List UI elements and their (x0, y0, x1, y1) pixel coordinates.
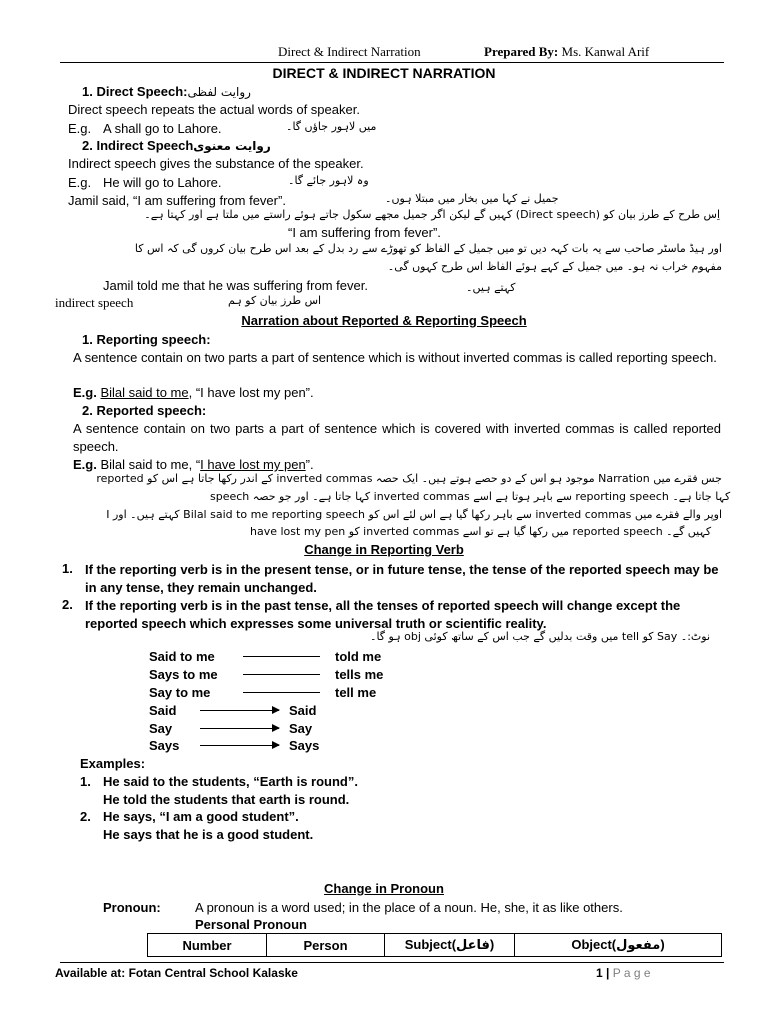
footer-available: Available at: Fotan Central School Kalaske (55, 966, 298, 980)
pair-from-said-to-me: Said to me (149, 649, 215, 664)
page-number: 1 (596, 966, 603, 980)
pronoun-label: Pronoun: (103, 900, 161, 915)
pair-to-said: Said (289, 703, 317, 718)
pair-line (243, 656, 320, 657)
pair-to-say: Say (289, 721, 313, 736)
direct-speech-definition: Direct speech repeats the actual words of speaker. (68, 102, 360, 117)
reporting-eg-underlined: Bilal said to me (100, 385, 189, 400)
reported-speech-heading: 2. Reported speech: (82, 403, 207, 418)
pair-from-said: Said (149, 703, 177, 718)
indirect-speech-heading (82, 138, 271, 153)
pair-from-say-to-me: Say to me (149, 685, 211, 700)
rule-1-text: If the reporting verb is in the present tense, or in future tense, the tense of the reported speech may be in any tense, they remain unchanged. (85, 562, 719, 595)
say-tell-note-urdu: نوٹ:۔ Say کو tell میں وقت بدلیں گے جب اس کے ساتھ کوئی obj ہو گا۔ (370, 630, 711, 643)
indirect-speech-definition: Indirect speech gives the substance of the speaker. (68, 156, 364, 171)
col-number: Number (148, 934, 267, 957)
rule-1-number: 1. (62, 561, 73, 576)
reporting-eg-label: E.g. (73, 385, 97, 400)
jamil-urdu-line-1: جمیل نے کہا میں بخار میں مبتلا ہوں۔ (385, 192, 559, 205)
reported-eg-label: E.g. (73, 457, 97, 472)
direct-speech-heading (82, 84, 251, 99)
jamil-indirect-sentence: Jamil told me that he was suffering from fever. (103, 278, 368, 293)
header-rule (60, 62, 724, 63)
change-pronoun-heading: Change in Pronoun (324, 881, 444, 896)
example-1-indirect: He told the students that earth is round. (103, 792, 350, 807)
reporting-speech-example (73, 385, 314, 400)
prepared-name: Ms. Kanwal Arif (558, 44, 650, 59)
jamil-urdu-line-3: اور ہیڈ ماسٹر صاحب سے یہ بات کہہ دیں تو میں جمیل کے الفاظ کو تھوڑے سے رد بدل کے بعد اس طرح بیان کروں گی کہ اس کا (134, 242, 722, 255)
rule-2-number: 2. (62, 597, 73, 612)
jamil-urdu-line-6: اس طرز بیان کو ہم (228, 294, 322, 307)
narration-heading: Narration about Reported & Reporting Speech (241, 313, 527, 328)
reporting-speech-heading: 1. Reporting speech: (82, 332, 211, 347)
reported-speech-definition: A sentence contain on two parts a part of sentence which is covered with inverted commas is called reported speech. (73, 421, 721, 454)
rule-2-text: If the reporting verb is in the past tense, all the tenses of reported speech will change except the reported speech which expresses some universal truth or scientific reality. (85, 598, 681, 631)
direct-speech-eg-label: E.g. (68, 121, 92, 136)
reported-eg-underlined: I have lost my pen (200, 457, 306, 472)
header-doc-title: Direct & Indirect Narration (278, 44, 421, 59)
pair-line (243, 674, 320, 675)
example-1-direct: He said to the students, “Earth is round”. (103, 774, 358, 789)
prepared-label: Prepared By: (484, 44, 559, 59)
reported-eg-a: Bilal said to me, “ (100, 457, 201, 472)
jamil-quote: “I am suffering from fever”. (288, 225, 441, 240)
pair-line (243, 692, 320, 693)
pronoun-table (147, 933, 722, 957)
pair-from-says-to-me: Says to me (149, 667, 218, 682)
pair-to-says: Says (289, 738, 320, 753)
jamil-direct-sentence: Jamil said, “I am suffering from fever”. (68, 193, 286, 208)
examples-label: Examples: (80, 756, 146, 771)
indirect-speech-example: He will go to Lahore. (103, 175, 222, 190)
indirect-speech-term: indirect speech (55, 295, 134, 310)
narration-urdu-line-2: speech کہا جاتا ہے۔ اور جو حصہ inverted commas سے باہر ہوتا ہے اسے reporting speech کہا جاتا ہے۔ (210, 490, 731, 503)
example-2-direct: He says, “I am a good student”. (103, 809, 299, 824)
pair-arrow-icon (200, 728, 279, 729)
col-person: Person (267, 934, 385, 957)
jamil-urdu-line-5: کہتے ہیں۔ (466, 281, 516, 294)
pronoun-definition: A pronoun is a word used; in the place of a noun. He, she, it as like others. (195, 900, 623, 915)
direct-speech-heading-text: 1. Direct Speech: (82, 84, 188, 99)
footer-page (596, 966, 651, 980)
pair-from-say: Say (149, 721, 173, 736)
pair-arrow-icon (200, 710, 279, 711)
narration-urdu-line-1: جس فقرے میں Narration موجود ہو اس کے دو حصے ہوتے ہیں۔ ایک حصہ inverted commas کے اندر رکھا جاتا ہے اس کو reported (96, 472, 722, 485)
table-header-row (148, 934, 722, 957)
direct-speech-example: A shall go to Lahore. (103, 121, 222, 136)
indirect-speech-eg-label: E.g. (68, 175, 92, 190)
example-1-number: 1. (80, 774, 91, 789)
page-separator: | (602, 966, 613, 980)
reporting-speech-definition: A sentence contain on two parts a part of sentence which is without inverted commas is called reporting speech. (73, 350, 717, 365)
page-word: P a g e (612, 966, 651, 980)
pair-to-tells-me: tells me (335, 667, 384, 682)
header-prepared-by (484, 44, 649, 60)
jamil-urdu-line-2: اِس طرح کے طرز بیان کو (Direct speech) کہیں گے لیکن اگر جمیل مجھے سکول جاتے ہوئے راستے میں ملتا ہے اور کہتا ہے۔ (144, 208, 720, 221)
pair-from-says: Says (149, 738, 180, 753)
direct-speech-urdu: روایت لفظی (187, 85, 251, 99)
personal-pronoun-label: Personal Pronoun (195, 917, 307, 932)
direct-speech-example-urdu: میں لاہور جاؤں گا۔ (286, 120, 377, 133)
change-reporting-verb-heading: Change in Reporting Verb (304, 542, 464, 557)
pair-to-told-me: told me (335, 649, 382, 664)
indirect-speech-urdu: روایت معنوی (193, 139, 271, 153)
pair-to-tell-me: tell me (335, 685, 377, 700)
example-2-indirect: He says that he is a good student. (103, 827, 314, 842)
reporting-eg-rest: , “I have lost my pen”. (188, 385, 314, 400)
example-2-number: 2. (80, 809, 91, 824)
page-title: DIRECT & INDIRECT NARRATION (272, 65, 496, 81)
jamil-urdu-line-4: مفہوم خراب نہ ہو۔ میں جمیل کے کہے ہوئے الفاظ اس طرح کہوں گی۔ (387, 260, 722, 273)
indirect-speech-heading-text: 2. Indirect Speech (82, 138, 194, 153)
col-subject: Subject(فاعل) (385, 934, 515, 957)
reported-eg-b: ”. (305, 457, 314, 472)
narration-urdu-line-3: اوپر والے فقرے میں inverted commas سے باہر رکھا گیا ہے اس لئے اس کو Bilal said to me reporting speech کہتے ہیں۔ اور I (106, 508, 722, 521)
narration-urdu-line-4: have lost my pen کو inverted commas میں رکھا گیا ہے تو اسے reported speech کہیں گے۔ (250, 525, 712, 538)
pair-arrow-icon (200, 745, 279, 746)
indirect-speech-example-urdu: وہ لاہور جائے گا۔ (288, 174, 369, 187)
footer-rule (60, 962, 724, 963)
col-object: Object(مفعول) (515, 934, 722, 957)
reported-speech-example (73, 457, 314, 472)
